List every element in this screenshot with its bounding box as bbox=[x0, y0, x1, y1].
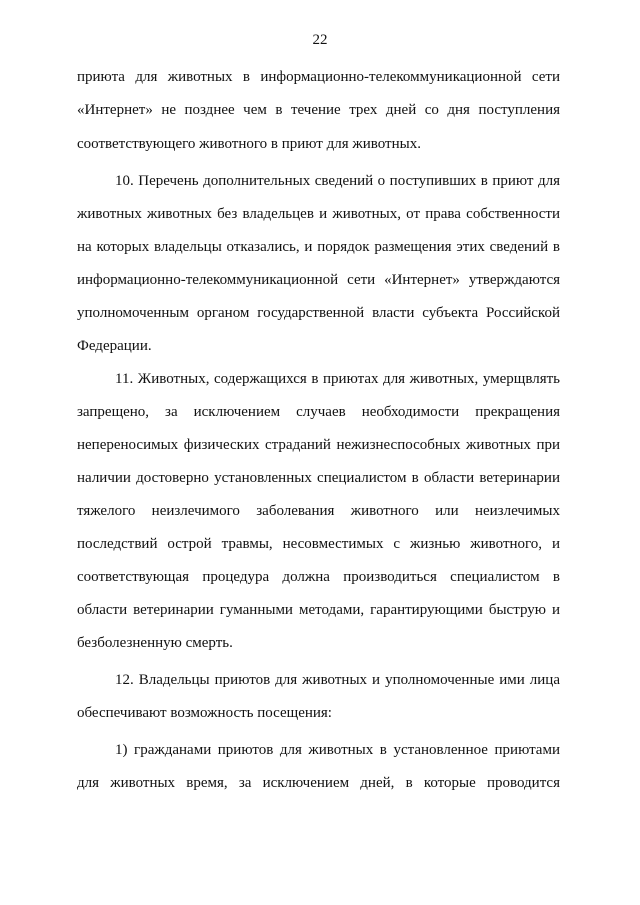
text-line: 11. Животных, содержащихся в приютах для животных, умерщвлять bbox=[115, 371, 560, 387]
text-line: соответствующего животного в приют для животных. bbox=[77, 136, 421, 152]
text-line: запрещено, за исключением случаев необходимости прекращения bbox=[77, 404, 560, 420]
text-line: безболезненную смерть. bbox=[77, 635, 233, 651]
text-line: наличии достоверно установленных специалистом в области ветеринарии bbox=[77, 470, 560, 486]
page-number: 22 bbox=[312, 32, 328, 48]
text-line: информационно-телекоммуникационной сети «Интернет» утверждаются bbox=[77, 272, 560, 288]
text-line: обеспечивают возможность посещения: bbox=[77, 705, 332, 721]
text-line: тяжелого неизлечимого заболевания животного или неизлечимых bbox=[77, 503, 560, 519]
text-line: области ветеринарии гуманными методами, гарантирующими быструю и bbox=[77, 602, 560, 618]
text-line: последствий острой травмы, несовместимых с жизнью животного, и bbox=[77, 536, 560, 552]
text-line: приюта для животных в информационно-телекоммуникационной сети bbox=[77, 69, 560, 85]
text-line: 10. Перечень дополнительных сведений о поступивших в приют для bbox=[115, 173, 560, 189]
text-line: Федерации. bbox=[77, 338, 152, 354]
text-line: 1) гражданами приютов для животных в установленное приютами bbox=[115, 742, 560, 758]
text-line: соответствующая процедура должна производиться специалистом в bbox=[77, 569, 560, 585]
text-line: уполномоченным органом государственной власти субъекта Российской bbox=[77, 305, 560, 321]
text-line: животных животных без владельцев и животных, от права собственности bbox=[77, 206, 560, 222]
text-line: «Интернет» не позднее чем в течение трех дней со дня поступления bbox=[77, 102, 560, 118]
text-line: 12. Владельцы приютов для животных и уполномоченные ими лица bbox=[115, 672, 560, 688]
text-line: на которых владельцы отказались, и порядок размещения этих сведений в bbox=[77, 239, 560, 255]
text-line: для животных время, за исключением дней, в которые проводится bbox=[77, 775, 560, 791]
text-line: непереносимых физических страданий нежизнеспособных животных при bbox=[77, 437, 560, 453]
